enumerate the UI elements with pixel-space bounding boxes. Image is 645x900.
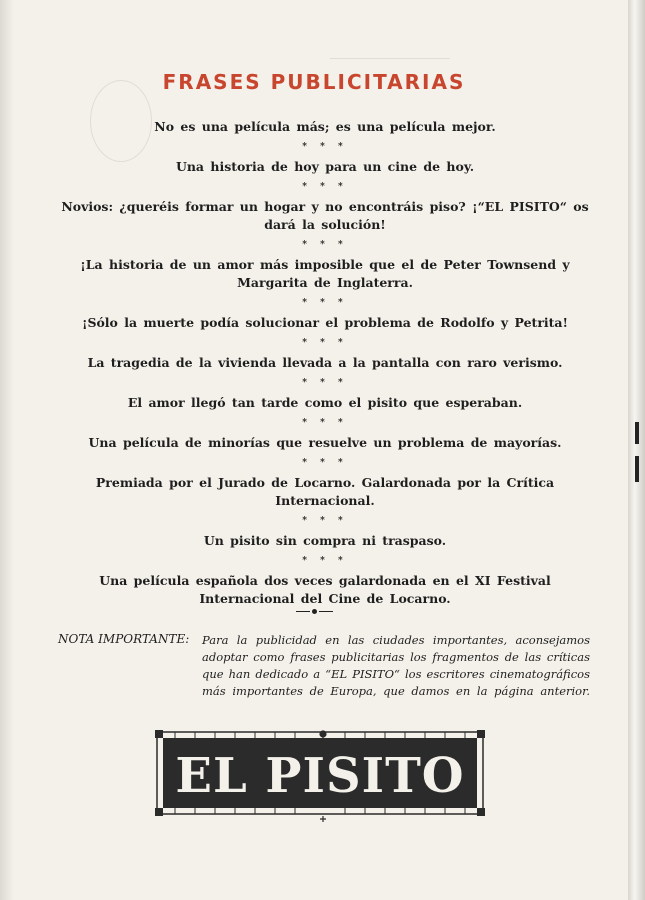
phrase-item: Un pisito sin compra ni traspaso. [203,533,447,548]
phrase-item: El amor llegó tan tarde como el pisito que esperaban. [127,395,523,410]
phrase-item: Una película de minorías que resuelve un problema de mayorías. [88,435,562,450]
phrase-item: Novios: ¿queréis formar un hogar y no encontráis piso? ¡“EL PISITO“ os dará la solución! [61,199,589,232]
separator-stars: * * * [302,182,348,192]
note-text: Para la publicidad en las ciudades importantes, aconsejamos adoptar como frases publicitarias los fragmentos de las críticas que han dedicado a “EL PISITO“ los escritores cinematográficos más importantes de Europa, que damos en la página anterior. [202,633,590,698]
divider-line [296,611,310,612]
el-pisito-logo [155,728,485,823]
section-divider [0,609,628,614]
logo-text: EL PISITO [175,748,465,804]
divider-dot [312,609,317,614]
phrase-item: No es una película más; es una película mejor. [154,119,496,134]
show-through-text [330,58,450,69]
note-label: NOTA IMPORTANTE: [58,632,190,646]
separator-stars: * * * [302,142,348,152]
separator-stars: * * * [302,298,348,308]
page-title: FRASES PUBLICITARIAS [162,70,466,94]
divider-line [319,611,333,612]
separator-stars: * * * [302,378,348,388]
separator-stars: * * * [302,516,348,526]
page-edge [628,0,645,900]
phrase-item: Una película española dos veces galardonada en el XI Festival Internacional del Cine de Locarno. [99,573,551,606]
separator-stars: * * * [302,338,348,348]
edge-mark [635,422,639,444]
phrase-item: ¡Sólo la muerte podía solucionar el problema de Rodolfo y Petrita! [81,315,569,330]
phrase-item: ¡La historia de un amor más imposible que el de Peter Townsend y Margarita de Inglaterra. [80,257,570,290]
separator-stars: * * * [302,458,348,468]
separator-stars: * * * [302,556,348,566]
phrase-item: Premiada por el Jurado de Locarno. Galardonada por la Crítica Internacional. [95,475,555,508]
phrase-item: Una historia de hoy para un cine de hoy. [175,159,475,174]
separator-stars: * * * [302,240,348,250]
phrase-item: La tragedia de la vivienda llevada a la pantalla con raro verismo. [87,355,563,370]
figure-ornament-bottom [320,816,326,822]
phrase-list [50,118,600,608]
edge-mark [635,456,639,482]
separator-stars: * * * [302,418,348,428]
